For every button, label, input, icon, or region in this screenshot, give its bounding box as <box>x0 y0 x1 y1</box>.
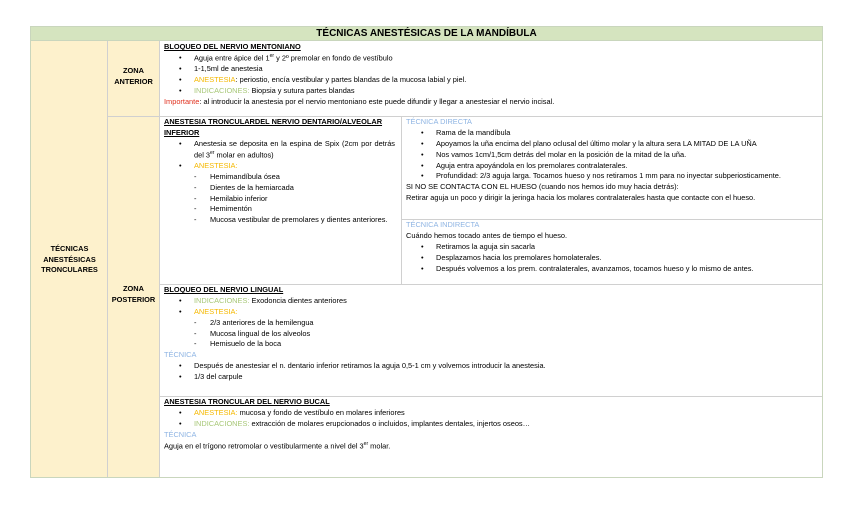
list-item: • 1-1,5ml de anestesia <box>164 64 822 75</box>
section-label: TÉCNICA INDIRECTA <box>406 220 480 229</box>
note: Retirar aguja un poco y dirigir la jeringa hacia los molares contralaterales hasta que contacte con el hueso. <box>406 193 756 203</box>
section-label: TÉCNICA <box>164 429 197 439</box>
category-label: TÉCNICAS ANESTÉSICAS TRONCULARES <box>41 244 98 275</box>
list-item: • Aguja entra apoyándola en los premolares contralaterales. <box>406 161 816 172</box>
section-label: TÉCNICA DIRECTA <box>406 117 472 126</box>
list-item: - Mucosa vestibular de premolares y dientes anteriores. <box>164 215 395 226</box>
note: Cuándo hemos tocado antes de tiempo el hueso. <box>406 230 568 240</box>
zone-anterior: ZONA ANTERIOR <box>108 41 160 116</box>
list-item: • INDICACIONES: Biopsia y sutura partes blandas <box>164 86 822 97</box>
list-item: • 1/3 del carpule <box>164 372 822 383</box>
list-item: • Retiramos la aguja sin sacarla <box>406 242 822 253</box>
section-heading: ANESTESIA TRONCULAR DEL NERVIO BUCAL <box>164 397 330 406</box>
list-item: • ANESTESIA: <box>164 307 822 318</box>
list-item: • Profundidad: 2/3 aguja larga. Tocamos hueso y nos retiramos 1 mm para no inyectar subperiosticamente. <box>406 171 816 182</box>
note: SI NO SE CONTACTA CON EL HUESO (cuando nos hemos ido muy hacia detrás): <box>406 182 679 192</box>
mentoniano-section <box>160 41 822 108</box>
list-item: • Aguja entre ápice del 1er y 2º premolar en fondo de vestíbulo <box>164 53 822 64</box>
section-label: TÉCNICA <box>164 350 197 360</box>
list-item: • ANESTESIA: periostio, encía vestibular y partes blandas de la mucosa labial y piel. <box>164 75 822 86</box>
list-item: • Rama de la mandíbula <box>406 128 816 139</box>
lingual-section <box>160 284 822 383</box>
list-item: • Anestesia se deposita en la espina de Spix (2cm por detrás del 3er molar en adultos) <box>164 139 395 161</box>
list-item: • Después volvemos a los prem. contralaterales, avanzamos, tocamos hueso y lo mismo de antes. <box>406 264 822 275</box>
anesthesia-table <box>30 26 823 478</box>
category-cell <box>31 41 108 477</box>
list-item: - Hemimentón <box>164 204 395 215</box>
list-item: - Hemilabio inferior <box>164 194 395 205</box>
page-title: TÉCNICAS ANESTÉSICAS DE LA MANDÍBULA <box>31 27 822 41</box>
list-item: - Mucosa lingual de los alveolos <box>164 329 822 340</box>
zone-posterior: ZONA POSTERIOR <box>108 116 160 477</box>
list-item: • ANESTESIA: <box>164 161 395 172</box>
list-item: • INDICACIONES: Exodoncia dientes anteriores <box>164 296 822 307</box>
list-item: • Apoyamos la uña encima del plano oclusal del último molar y la altura sera LA MITAD DE LA UÑA <box>406 139 816 150</box>
list-item: - Hemisuelo de la boca <box>164 339 822 350</box>
note: Aguja en el trígono retromolar o vestibularmente a nivel del 3er molar. <box>164 440 391 450</box>
section-heading: ANESTESIA TRONCULARDEL NERVIO DENTARIO/ALVEOLAR INFERIOR <box>164 117 383 137</box>
bucal-section <box>160 396 822 452</box>
important-note: Importante: al introducir la anestesia por el nervio mentoniano este puede difundir y llegar a anestesiar el nervio incisal. <box>164 96 555 106</box>
list-item: • INDICACIONES: extracción de molares erupcionados o incluidos, implantes dentales, injertos oseos… <box>164 419 822 430</box>
list-item: • Después de anestesiar el n. dentario inferior retiramos la aguja 0,5-1 cm y volvemos introducir la anestesia. <box>164 361 822 372</box>
dentario-section <box>160 116 401 226</box>
list-item: - 2/3 anteriores de la hemilengua <box>164 318 822 329</box>
list-item: • Desplazamos hacia los premolares homolaterales. <box>406 253 822 264</box>
list-item: - Hemimandíbula ósea <box>164 172 395 183</box>
list-item: - Dientes de la hemiarcada <box>164 183 395 194</box>
tecnica-directa-section <box>402 116 822 204</box>
section-heading: BLOQUEO DEL NERVIO LINGUAL <box>164 285 284 294</box>
section-heading: BLOQUEO DEL NERVIO MENTONIANO <box>164 42 301 51</box>
list-item: • Nos vamos 1cm/1,5cm detrás del molar en la posición de la mitad de la uña. <box>406 150 816 161</box>
tecnica-indirecta-section <box>402 219 822 274</box>
list-item: • ANESTESIA: mucosa y fondo de vestíbulo en molares inferiores <box>164 408 822 419</box>
